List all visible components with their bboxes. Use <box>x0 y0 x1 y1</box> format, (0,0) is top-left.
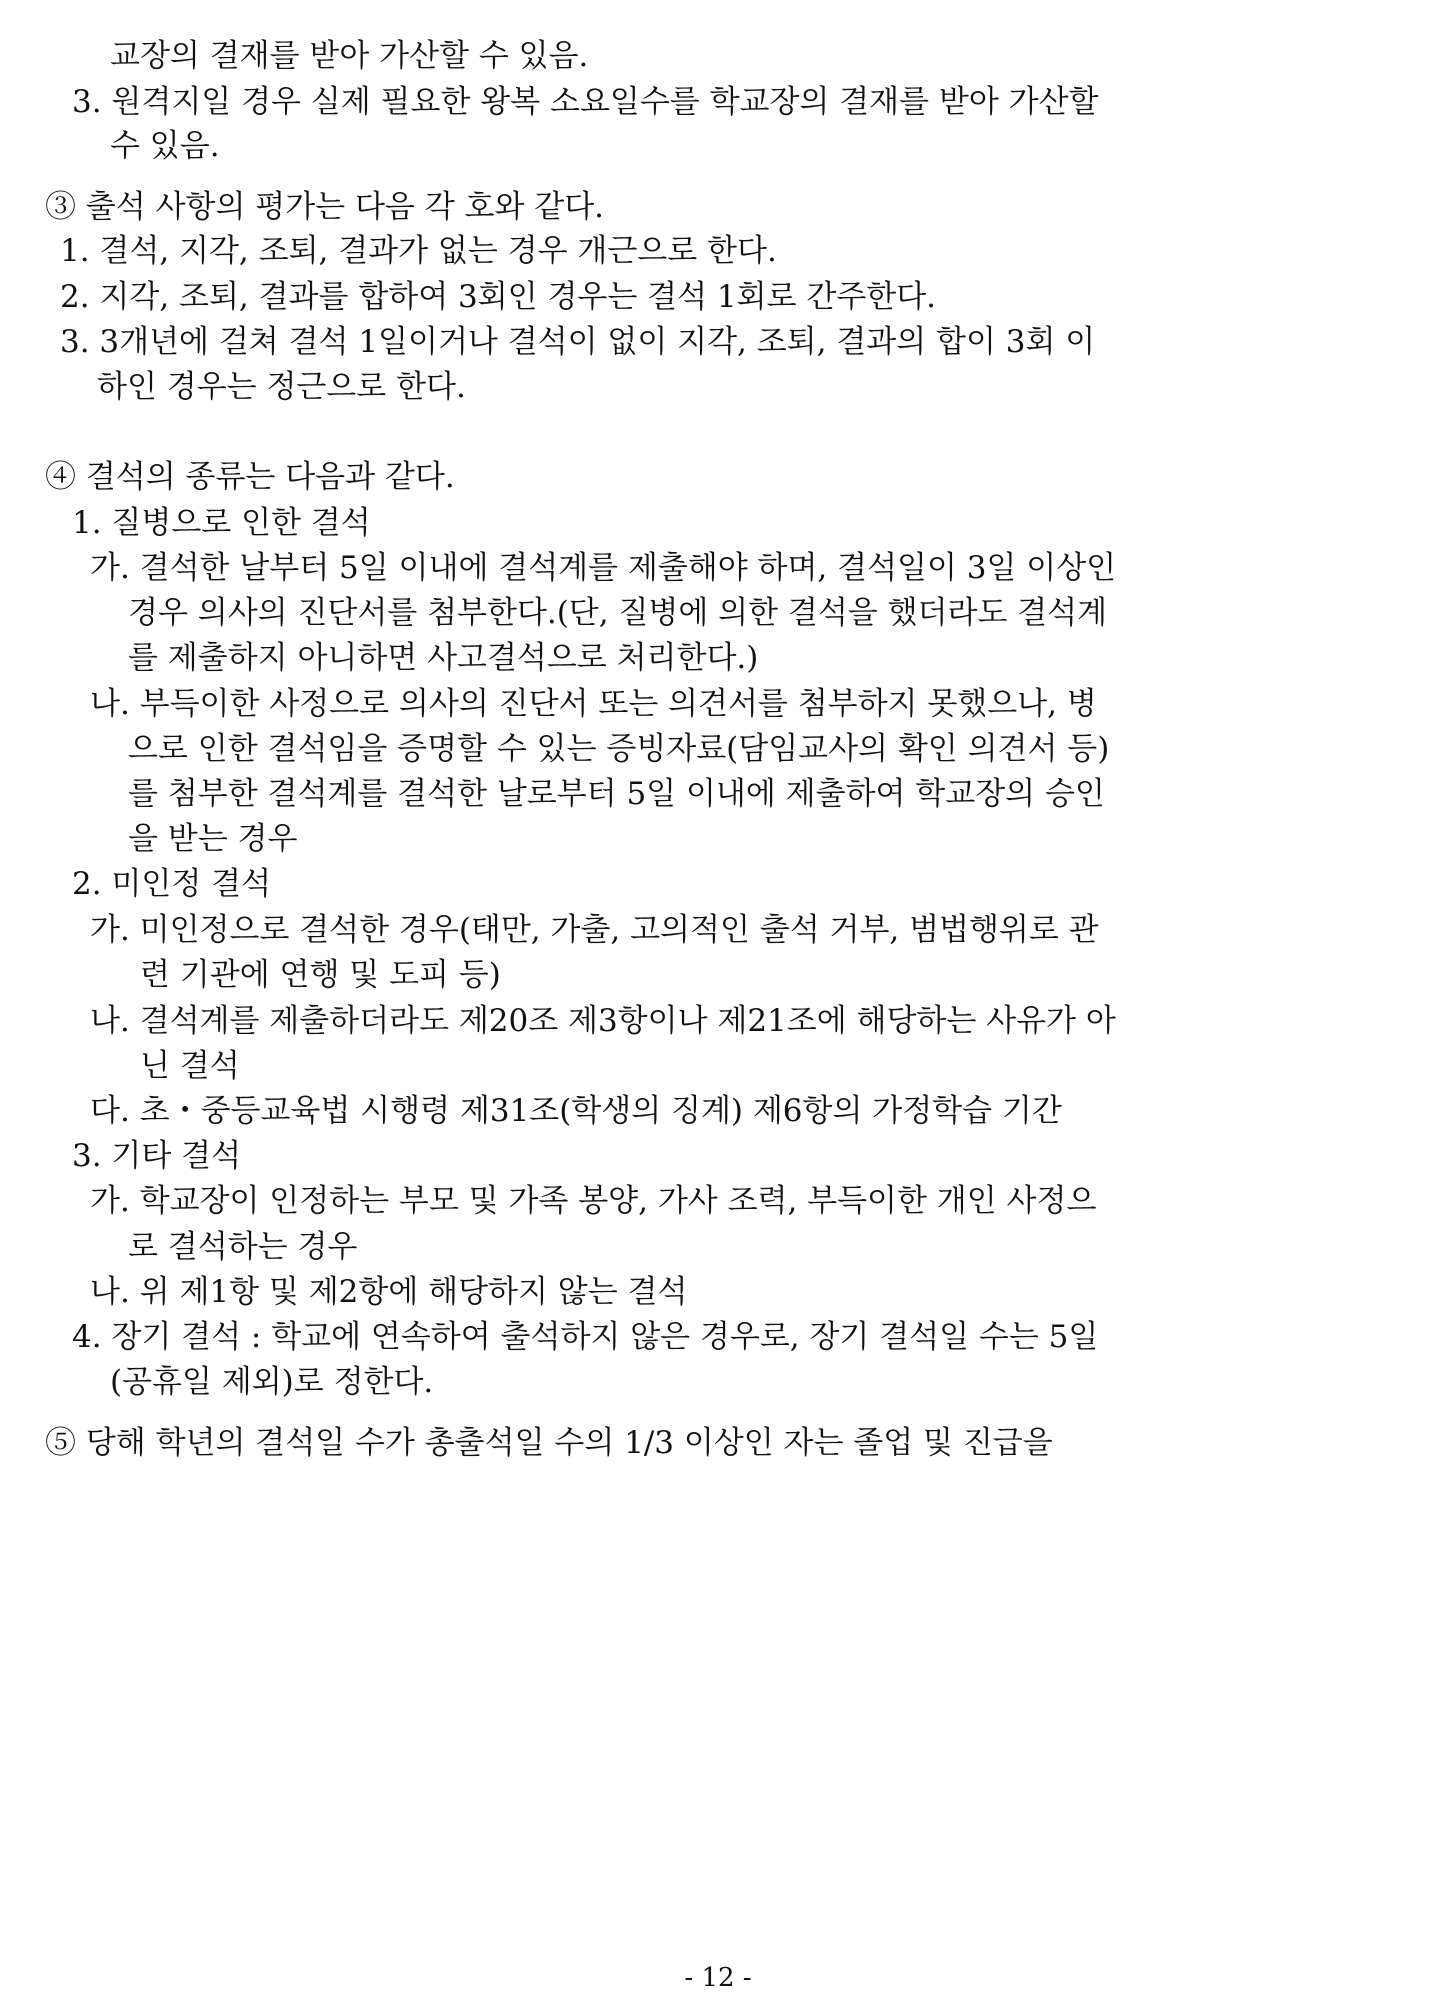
text-line-content: 나. 결석계를 제출하더라도 제20조 제3항이나 제21조에 해당하는 사유가 아 <box>90 1003 1116 1039</box>
text-line-content: 3. 기타 결석 <box>72 1138 242 1174</box>
text-line-content: 3. 원격지일 경우 실제 필요한 왕복 소요일수를 학교장의 결재를 받아 가산할 <box>72 84 1099 120</box>
text-line-content: 를 제출하지 아니하면 사고결석으로 처리한다.) <box>128 640 759 676</box>
text-line <box>0 1414 1436 1472</box>
text-line-content: 나. 부득이한 사정으로 의사의 진단서 또는 의견서를 첨부하지 못했으나, 병 <box>90 686 1097 722</box>
text-line-content: 경우 의사의 진단서를 첨부한다.(단, 질병에 의한 결석을 했더라도 결석계 <box>128 595 1108 631</box>
text-line-content: 가. 결석한 날부터 5일 이내에 결석계를 제출해야 하며, 결석일이 3일 이상인 <box>90 550 1117 586</box>
text-line-content: 나. 위 제1항 및 제2항에 해당하지 않는 결석 <box>90 1274 688 1310</box>
text-line-content: 수 있음. <box>110 128 220 164</box>
text-line <box>0 117 1436 175</box>
text-line-content: ⑤ 당해 학년의 결석일 수가 총출석일 수의 1/3 이상인 자는 졸업 및 진급을 <box>45 1425 1053 1461</box>
text-line-content: 을 받는 경우 <box>128 821 298 857</box>
text-line <box>0 1353 1436 1411</box>
text-line-content: 으로 인한 결석임을 증명할 수 있는 증빙자료(담임교사의 확인 의견서 등) <box>128 731 1110 767</box>
text-line-content: 교장의 결재를 받아 가산할 수 있음. <box>110 38 589 74</box>
text-line-content: 4. 장기 결석 : 학교에 연속하여 출석하지 않은 경우로, 장기 결석일 수는 5일 <box>72 1319 1099 1355</box>
text-line-content: 1. 결석, 지각, 조퇴, 결과가 없는 경우 개근으로 한다. <box>60 233 777 269</box>
text-line <box>0 358 1436 416</box>
text-line-content: 가. 미인정으로 결석한 경우(태만, 가출, 고의적인 출석 거부, 범법행위로 관 <box>90 912 1099 948</box>
text-line-content: 다. 초・중등교육법 시행령 제31조(학생의 징계) 제6항의 가정학습 기간 <box>90 1093 1062 1129</box>
page-number: - 12 - <box>684 1963 752 1993</box>
text-line-content: 2. 미인정 결석 <box>72 866 272 902</box>
text-line-content: 로 결석하는 경우 <box>128 1229 358 1265</box>
text-line-content: 3. 3개년에 걸쳐 결석 1일이거나 결석이 없이 지각, 조퇴, 결과의 합이 3회 이 <box>60 324 1096 360</box>
text-line-content: 하인 경우는 정근으로 한다. <box>97 369 466 405</box>
text-line-content: 1. 질병으로 인한 결석 <box>72 505 371 541</box>
text-line-content: 2. 지각, 조퇴, 결과를 합하여 3회인 경우는 결석 1회로 간주한다. <box>60 279 937 315</box>
text-line-content: (공휴일 제외)로 정한다. <box>110 1364 434 1400</box>
text-line-content: 닌 결석 <box>140 1048 240 1084</box>
text-line-content: ③ 출석 사항의 평가는 다음 각 호와 같다. <box>45 189 605 225</box>
text-line-content: 를 첨부한 결석계를 결석한 날로부터 5일 이내에 제출하여 학교장의 승인 <box>128 776 1105 812</box>
text-line-content: 가. 학교장이 인정하는 부모 및 가족 봉양, 가사 조력, 부득이한 개인 사정으 <box>90 1183 1097 1219</box>
text-line-content: ④ 결석의 종류는 다음과 같다. <box>45 459 455 495</box>
text-line-content: 련 기관에 연행 및 도피 등) <box>140 957 501 993</box>
